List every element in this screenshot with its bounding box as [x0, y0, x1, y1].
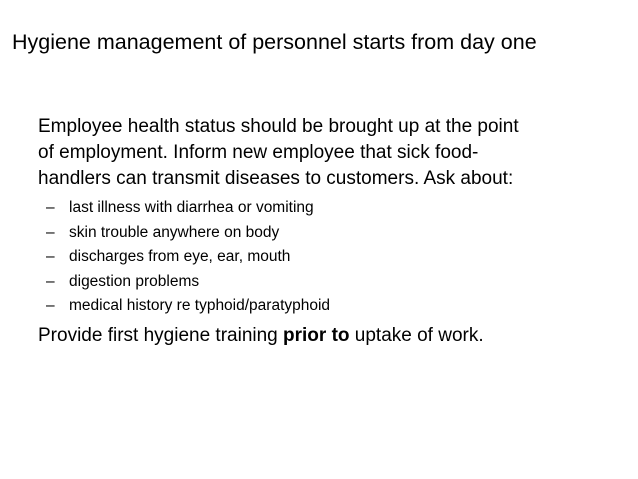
list-item-text: skin trouble anywhere on body — [69, 223, 280, 241]
list-item-text: medical history re typhoid/paratyphoid — [69, 297, 331, 314]
closing-text-before: Provide first hygiene training — [38, 324, 284, 346]
list-item — [38, 196, 598, 221]
closing-emphasis: prior to — [283, 324, 350, 346]
list-item — [38, 270, 598, 295]
bullet-dash: – — [46, 223, 55, 241]
closing-text-after: uptake of work. — [349, 324, 484, 346]
ask-about-list — [38, 196, 598, 319]
intro-paragraph — [38, 114, 598, 192]
closing-statement — [38, 323, 598, 349]
intro-line: handlers can transmit diseases to customers. Ask about: — [38, 168, 514, 189]
bullet-dash: – — [46, 297, 55, 314]
slide-title: Hygiene management of personnel starts from day one — [12, 30, 537, 54]
intro-line: Employee health status should be brought up at the point — [38, 116, 519, 137]
slide-body — [38, 114, 598, 349]
bullet-dash: – — [46, 272, 55, 290]
list-item-text: last illness with diarrhea or vomiting — [69, 199, 314, 216]
bullet-dash: – — [46, 199, 55, 216]
intro-line: of employment. Inform new employee that sick food- — [38, 142, 479, 163]
list-item — [38, 294, 598, 319]
bullet-dash: – — [46, 248, 55, 265]
list-item-text: discharges from eye, ear, mouth — [69, 248, 291, 265]
list-item-text: digestion problems — [69, 272, 200, 290]
list-item — [38, 221, 598, 246]
list-item — [38, 245, 598, 270]
